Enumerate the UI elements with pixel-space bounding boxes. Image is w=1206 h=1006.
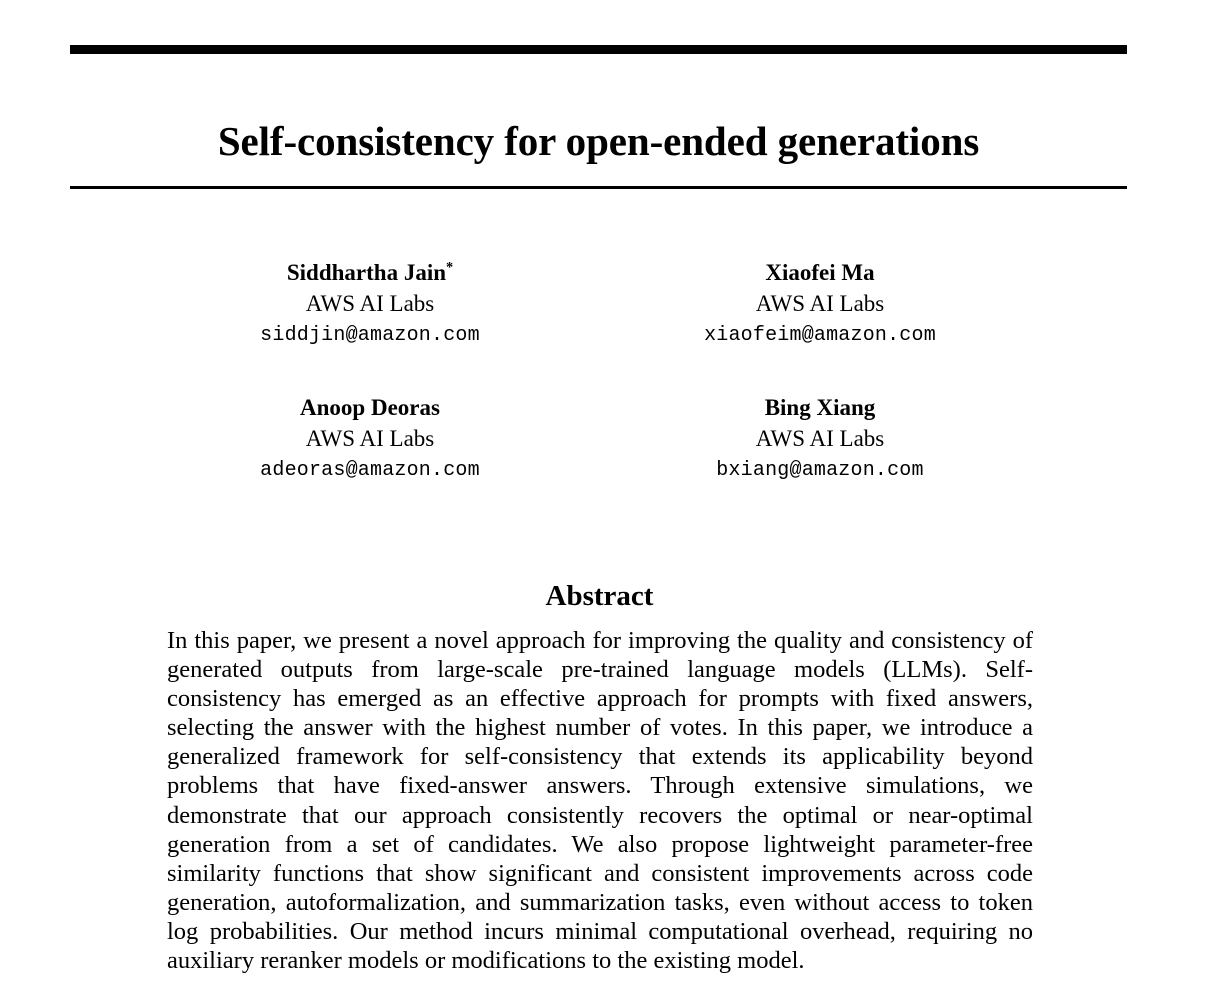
author-affiliation: AWS AI Labs	[305, 426, 435, 452]
author-footnote-marker: *	[446, 259, 454, 276]
abstract-paragraph: In this paper, we present a novel approach for improving the quality and consistency of generated outputs from large-scale pre-trained language models (LLMs). Self-consistency has emerged as an effective approach for prompts with fixed answers, selecting the answer with the highest number of votes. In this paper, we introduce a generalized framework for self-consistency that extends its applicability beyond problems that have fixed-answer answers. Through extensive simulations, we demonstrate that our approach consistently recovers the optimal or near-optimal generation from a set of candidates. We also propose lightweight parameter-free similarity functions that show significant and consistent improvements across code generation, autoformalization, and summarization tasks, even without access to token log probabilities. Our method incurs minimal computational overhead, requiring no auxiliary reranker models or modifications to the existing model.	[167, 627, 1033, 975]
author-block	[145, 258, 1045, 528]
author-name	[145, 393, 595, 422]
author-email[interactable]: xiaofeim@amazon.com	[704, 323, 936, 347]
author-email[interactable]: bxiang@amazon.com	[716, 458, 924, 482]
author-entry	[145, 258, 595, 349]
author-entry	[595, 258, 1045, 349]
author-name	[595, 393, 1045, 422]
author-name-text: Bing Xiang	[764, 394, 876, 420]
author-entry	[595, 393, 1045, 484]
header-rule-thick	[70, 45, 1127, 54]
author-name-text: Anoop Deoras	[300, 394, 440, 420]
author-entry	[145, 393, 595, 484]
author-name	[145, 258, 595, 287]
abstract-heading: Abstract	[545, 580, 654, 613]
author-affiliation: AWS AI Labs	[755, 426, 885, 452]
abstract-body	[167, 626, 1033, 975]
author-email[interactable]: siddjin@amazon.com	[260, 323, 480, 347]
author-name-text: Siddhartha Jain	[286, 260, 447, 285]
page-title: Self-consistency for open-ended generations	[217, 118, 980, 165]
author-affiliation: AWS AI Labs	[305, 291, 435, 317]
header-rule-thin	[70, 186, 1127, 189]
author-email[interactable]: adeoras@amazon.com	[260, 458, 480, 482]
author-name	[595, 258, 1045, 287]
author-affiliation: AWS AI Labs	[755, 291, 885, 317]
author-name-text: Xiaofei Ma	[765, 260, 875, 285]
